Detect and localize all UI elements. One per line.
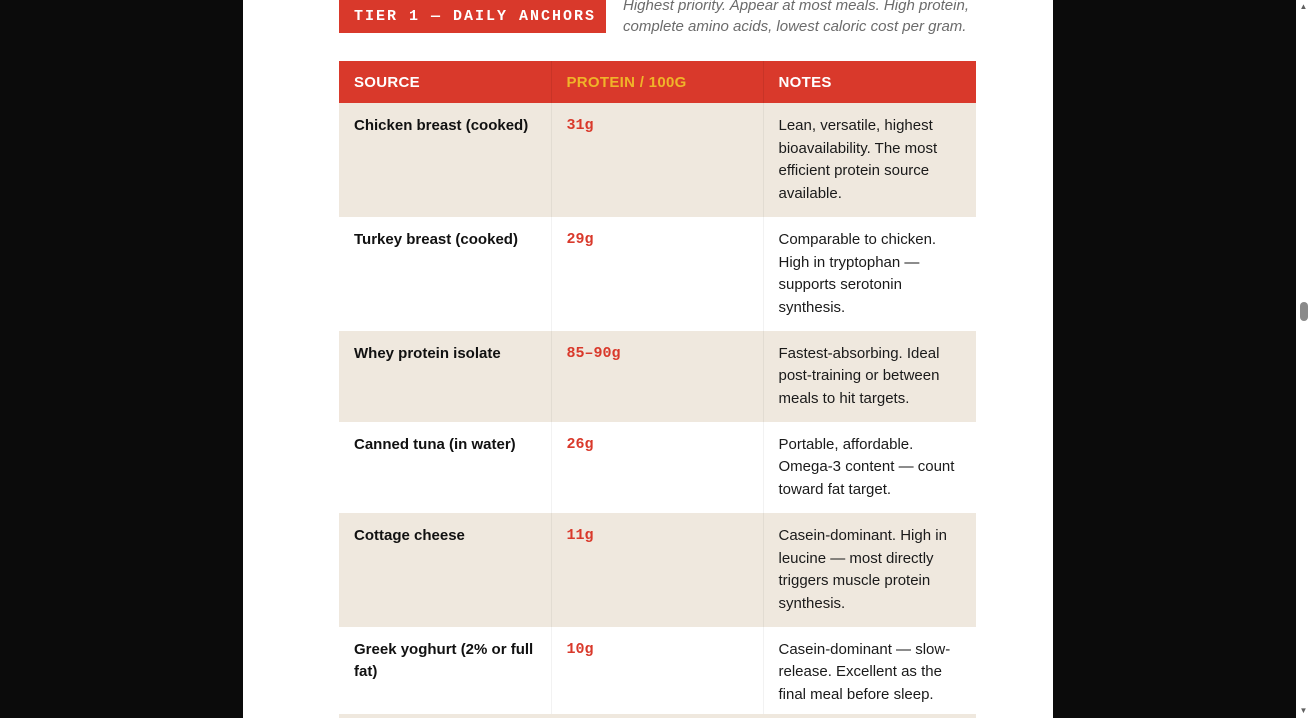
notes-cell: Lean, versatile, highest bioavailability. The most efficient protein source available. — [763, 103, 976, 217]
protein-cell: 31g — [551, 103, 763, 217]
source-cell: Canned tuna (in water) — [339, 422, 551, 513]
tier-header — [339, 0, 979, 40]
table-row — [339, 422, 976, 513]
protein-cell: 85–90g — [551, 331, 763, 422]
notes-cell: Casein-dominant. High in leucine — most directly triggers muscle protein synthesis. — [763, 513, 976, 627]
protein-sources-table — [339, 61, 976, 718]
source-cell: Whey protein isolate — [339, 331, 551, 422]
source-cell: Chicken breast (cooked) — [339, 103, 551, 217]
vertical-scrollbar[interactable] — [1296, 0, 1311, 718]
header-notes: NOTES — [763, 61, 976, 103]
article-page — [243, 0, 1053, 718]
table-row — [339, 513, 976, 627]
notes-cell: Portable, affordable. Omega-3 content — count toward fat target. — [763, 422, 976, 513]
scroll-down-arrow-icon[interactable]: ▼ — [1299, 706, 1308, 715]
protein-cell: 10g — [551, 627, 763, 718]
notes-cell: Comparable to chicken. High in tryptophan — supports serotonin synthesis. — [763, 217, 976, 331]
tier-badge: TIER 1 — DAILY ANCHORS — [339, 0, 606, 33]
notes-cell: Fastest-absorbing. Ideal post-training or between meals to hit targets. — [763, 331, 976, 422]
next-table-row-edge — [339, 714, 976, 718]
tier-description: Highest priority. Appear at most meals. High protein, complete amino acids, lowest caloric cost per gram. — [623, 0, 969, 35]
table-row — [339, 217, 976, 331]
protein-cell: 29g — [551, 217, 763, 331]
protein-cell: 26g — [551, 422, 763, 513]
table-header-row — [339, 61, 976, 103]
table-row — [339, 627, 976, 718]
header-source: SOURCE — [339, 61, 551, 103]
protein-cell: 11g — [551, 513, 763, 627]
scrollbar-thumb[interactable] — [1300, 302, 1308, 321]
table-row — [339, 331, 976, 422]
source-cell: Cottage cheese — [339, 513, 551, 627]
header-protein: PROTEIN / 100G — [551, 61, 763, 103]
notes-cell: Casein-dominant — slow-release. Excellent as the final meal before sleep. — [763, 627, 976, 718]
scroll-up-arrow-icon[interactable]: ▲ — [1299, 2, 1308, 11]
source-cell: Greek yoghurt (2% or full fat) — [339, 627, 551, 718]
table-row — [339, 103, 976, 217]
source-cell: Turkey breast (cooked) — [339, 217, 551, 331]
